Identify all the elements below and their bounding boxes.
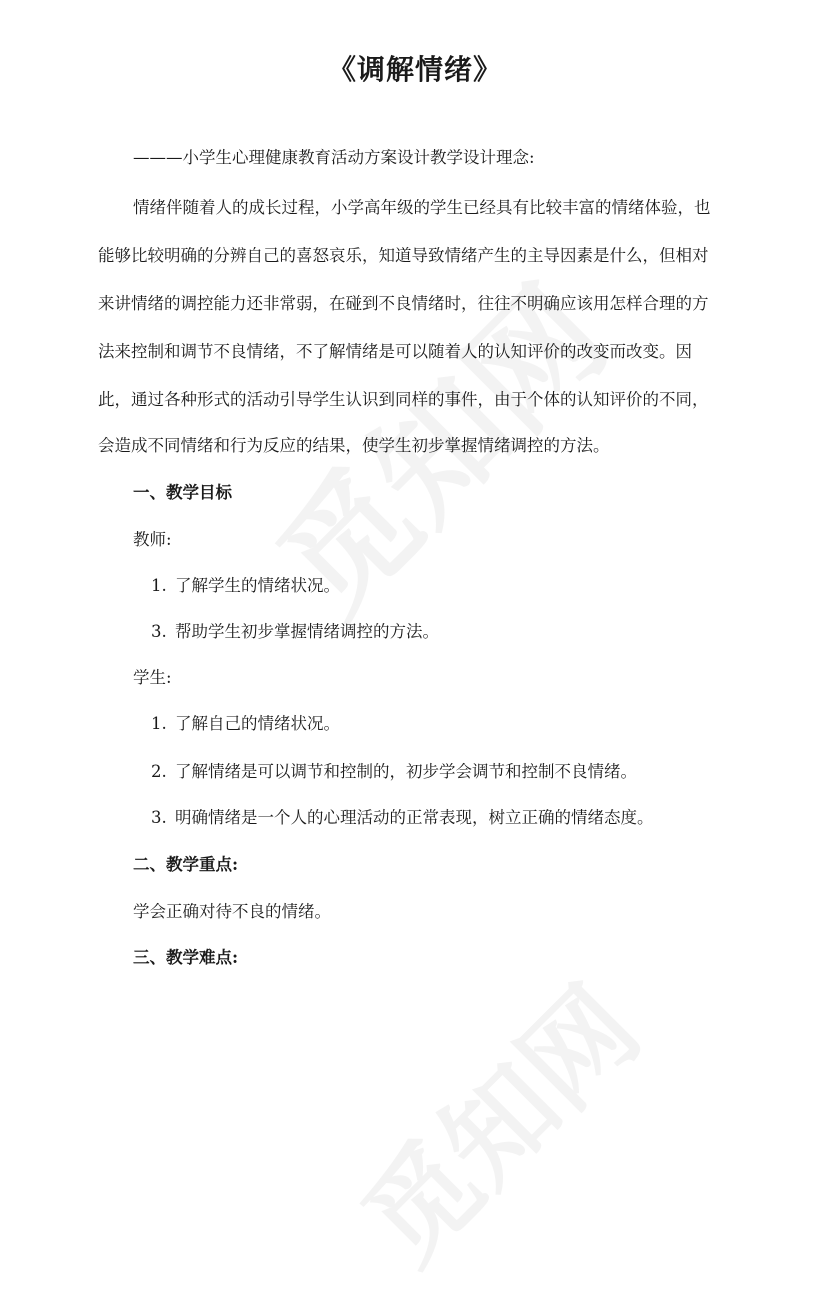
- watermark: [322, 946, 667, 1291]
- intro-line: 来讲情绪的调控能力还非常弱，在碰到不良情绪时，往往不明确应该用怎样合理的方: [98, 294, 709, 313]
- student-item-number: 2.: [151, 762, 167, 781]
- student-item-text: 明确情绪是一个人的心理活动的正常表现，树立正确的情绪态度。: [175, 808, 654, 827]
- intro-line: 会造成不同情绪和行为反应的结果，使学生初步掌握情绪调控的方法。: [98, 436, 610, 455]
- section-heading-difficulties: 三、教学难点:: [133, 948, 239, 967]
- page-title: 《调解情绪》: [327, 53, 502, 86]
- teacher-item-number: 3.: [151, 622, 167, 641]
- key-points-content: 学会正确对待不良的情绪。: [133, 902, 331, 921]
- intro-line: 此，通过各种形式的活动引导学生认识到同样的事件，由于个体的认知评价的不同，: [98, 390, 709, 409]
- student-label: 学生:: [133, 668, 172, 687]
- section-heading-objectives: 一、教学目标: [133, 483, 232, 502]
- student-item-number: 3.: [151, 808, 167, 827]
- teacher-item-text: 帮助学生初步掌握情绪调控的方法。: [175, 622, 439, 641]
- intro-line: 法来控制和调节不良情绪，不了解情绪是可以随着人的认知评价的改变而改变。因: [98, 342, 692, 361]
- student-item-text: 了解自己的情绪状况。: [175, 714, 340, 733]
- student-item-text: 了解情绪是可以调节和控制的，初步学会调节和控制不良情绪。: [175, 762, 637, 781]
- teacher-item-number: 1.: [151, 576, 167, 595]
- intro-line: 情绪伴随着人的成长过程，小学高年级的学生已经具有比较丰富的情绪体验，也: [133, 198, 711, 217]
- teacher-item-text: 了解学生的情绪状况。: [175, 576, 340, 595]
- subtitle: ———小学生心理健康教育活动方案设计教学设计理念:: [133, 148, 535, 167]
- student-item-number: 1.: [151, 714, 167, 733]
- section-heading-key-points: 二、教学重点:: [133, 855, 239, 874]
- intro-line: 能够比较明确的分辨自己的喜怒哀乐，知道导致情绪产生的主导因素是什么，但相对: [98, 246, 709, 265]
- teacher-label: 教师:: [133, 530, 172, 549]
